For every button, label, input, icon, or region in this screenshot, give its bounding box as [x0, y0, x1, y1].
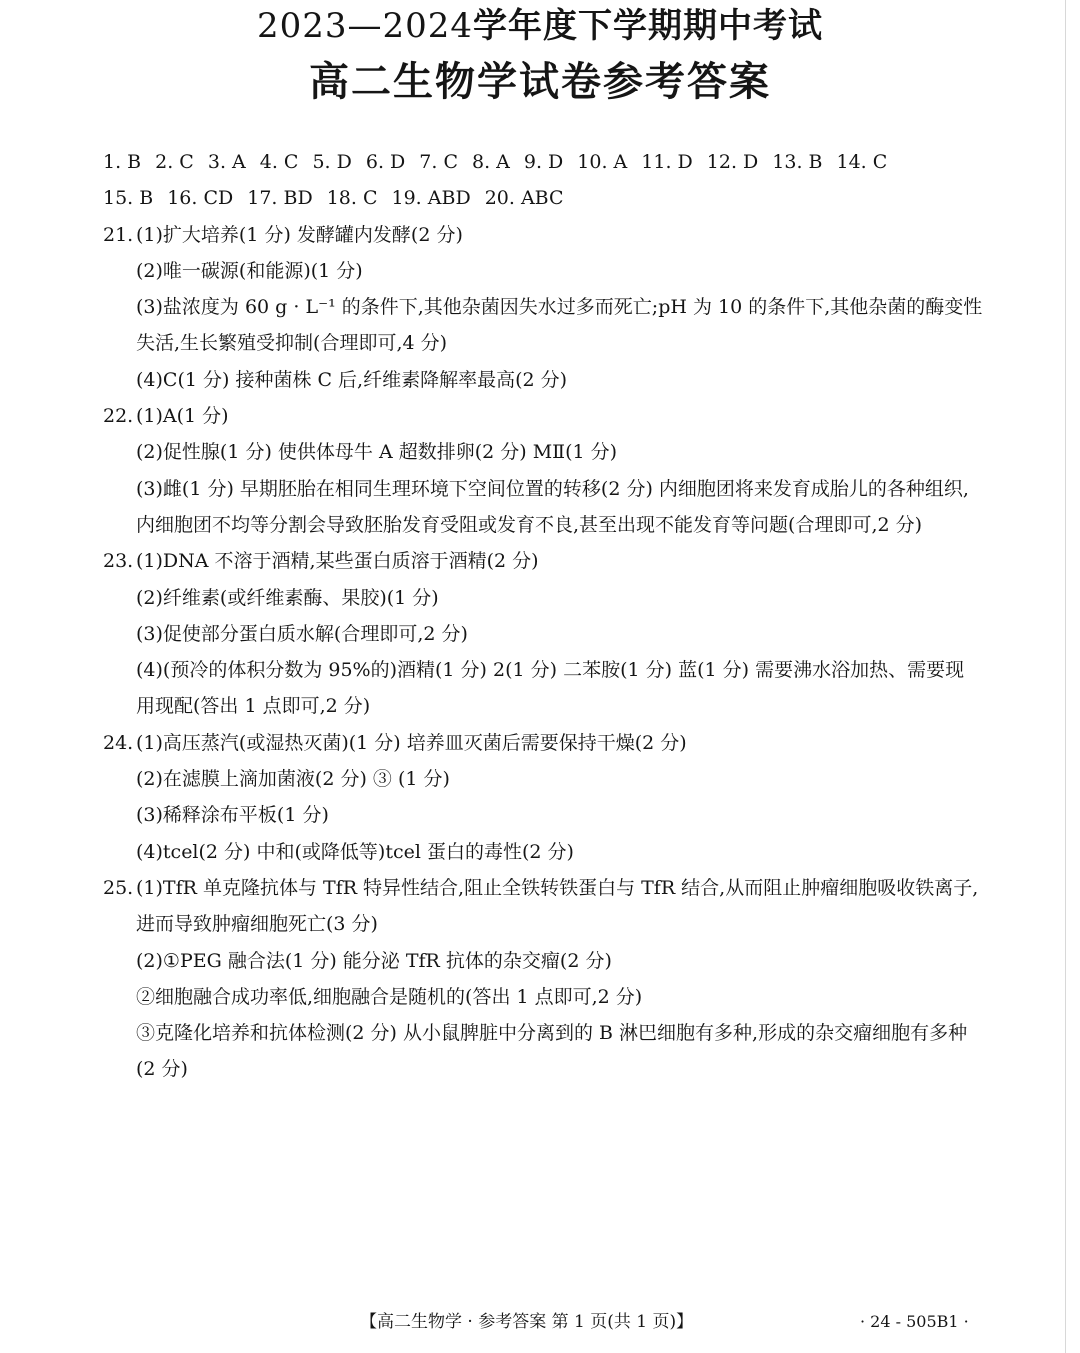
question-21: [103, 217, 983, 398]
answer-line: (4)(预冷的体积分数为 95%的)酒精(1 分) 2(1 分) 二苯胺(1 分) 蓝(1 分) 需要沸水浴加热、需要现用现配(答出 1 点即可,2 分): [136, 659, 965, 718]
question-number: 25.: [103, 876, 134, 899]
answer-content: [103, 144, 983, 1088]
choice-answer: 16. CD: [167, 187, 234, 210]
answer-line: ③克隆化培养和抗体检测(2 分) 从小鼠脾脏中分离到的 B 淋巴细胞有多种,形成的杂交瘤细胞有多种(2 分): [136, 1022, 968, 1081]
choice-answer: 9. D: [523, 151, 564, 173]
choice-answer: 20. ABC: [484, 187, 564, 210]
choice-answer: 6. D: [365, 151, 406, 173]
question-24: [103, 725, 983, 870]
choice-answer: 15. B: [103, 187, 154, 210]
choice-answer: 13. B: [772, 151, 823, 173]
answer-line: (1)高压蒸汽(或湿热灭菌)(1 分) 培养皿灭菌后需要保持干燥(2 分): [136, 731, 687, 754]
choice-answer: 18. C: [326, 187, 378, 210]
choice-answers-row-1: [103, 144, 983, 180]
answer-line: (2)促性腺(1 分) 使供体母牛 A 超数排卵(2 分) MⅡ(1 分): [136, 441, 618, 464]
answer-line: (1)TfR 单克隆抗体与 TfR 特异性结合,阻止全铁转铁蛋白与 TfR 结合,从而阻止肿瘤细胞吸收铁离子,进而导致肿瘤细胞死亡(3 分): [136, 876, 979, 936]
answer-line: (1)DNA 不溶于酒精,某些蛋白质溶于酒精(2 分): [136, 550, 539, 573]
page-footer: 【高二生物学 · 参考答案 第 1 页(共 1 页)】: [360, 1312, 694, 1332]
answer-line: (3)稀释涂布平板(1 分): [136, 804, 329, 827]
answer-line: (4)C(1 分) 接种菌株 C 后,纤维素降解率最高(2 分): [136, 368, 568, 391]
question-number: 24.: [103, 731, 134, 754]
choice-answer: 5. D: [312, 151, 352, 173]
choice-answer: 7. C: [419, 151, 458, 173]
question-22: [103, 398, 983, 543]
choice-answer: 10. A: [577, 151, 628, 173]
page-title: 高二生物学试卷参考答案: [309, 59, 771, 105]
answer-line: (4)tcel(2 分) 中和(或降低等)tcel 蛋白的毒性(2 分): [136, 840, 574, 863]
question-number: 21.: [103, 223, 134, 246]
choice-answer: 14. C: [836, 151, 888, 173]
question-number: 23.: [103, 550, 134, 573]
answer-line: (3)盐浓度为 60 g · L⁻¹ 的条件下,其他杂菌因失水过多而死亡;pH 为 10 的条件下,其他杂菌的酶变性失活,生长繁殖受抑制(合理即可,4 分): [136, 296, 983, 355]
answer-line: ②细胞融合成功率低,细胞融合是随机的(答出 1 点即可,2 分): [136, 985, 643, 1008]
choice-answer: 4. C: [259, 151, 299, 173]
answer-line: (2)唯一碳源(和能源)(1 分): [136, 259, 363, 282]
choice-answer: 8. A: [472, 151, 510, 173]
answer-line: (2)在滤膜上滴加菌液(2 分) ③ (1 分): [136, 768, 450, 791]
question-25: [103, 870, 983, 1088]
answer-line: (1)扩大培养(1 分) 发酵罐内发酵(2 分): [136, 223, 463, 246]
answer-line: (1)A(1 分): [136, 405, 229, 428]
page-edge: [1065, 0, 1066, 1353]
question-23: [103, 543, 983, 724]
choice-answer: 3. A: [207, 151, 246, 173]
answer-line: (2)①PEG 融合法(1 分) 能分泌 TfR 抗体的杂交瘤(2 分): [136, 949, 612, 972]
choice-answer: 11. D: [641, 151, 693, 173]
paper-code: · 24 - 505B1 ·: [860, 1312, 969, 1331]
exam-header: [0, 6, 1080, 46]
exam-year: 2023—2024: [256, 6, 474, 46]
exam-term: 学年度下学期期中考试: [473, 6, 824, 46]
answer-line: (2)纤维素(或纤维素酶、果胶)(1 分): [136, 586, 439, 609]
choice-answer: 2. C: [155, 151, 194, 173]
choice-answer: 17. BD: [247, 187, 313, 210]
question-number: 22.: [103, 405, 134, 428]
answer-line: (3)促使部分蛋白质水解(合理即可,2 分): [136, 622, 468, 645]
choice-answer: 12. D: [706, 151, 759, 173]
choice-answers-row-2: [103, 180, 983, 216]
choice-answer: 19. ABD: [391, 187, 471, 210]
answer-line: (3)雌(1 分) 早期胚胎在相同生理环境下空间位置的转移(2 分) 内细胞团将来发育成胎儿的各种组织,内细胞团不均等分割会导致胚胎发育受阻或发育不良,甚至出现不能发育等问题(合理即可,2 分): [136, 477, 969, 536]
choice-answer: 1. B: [103, 151, 142, 173]
